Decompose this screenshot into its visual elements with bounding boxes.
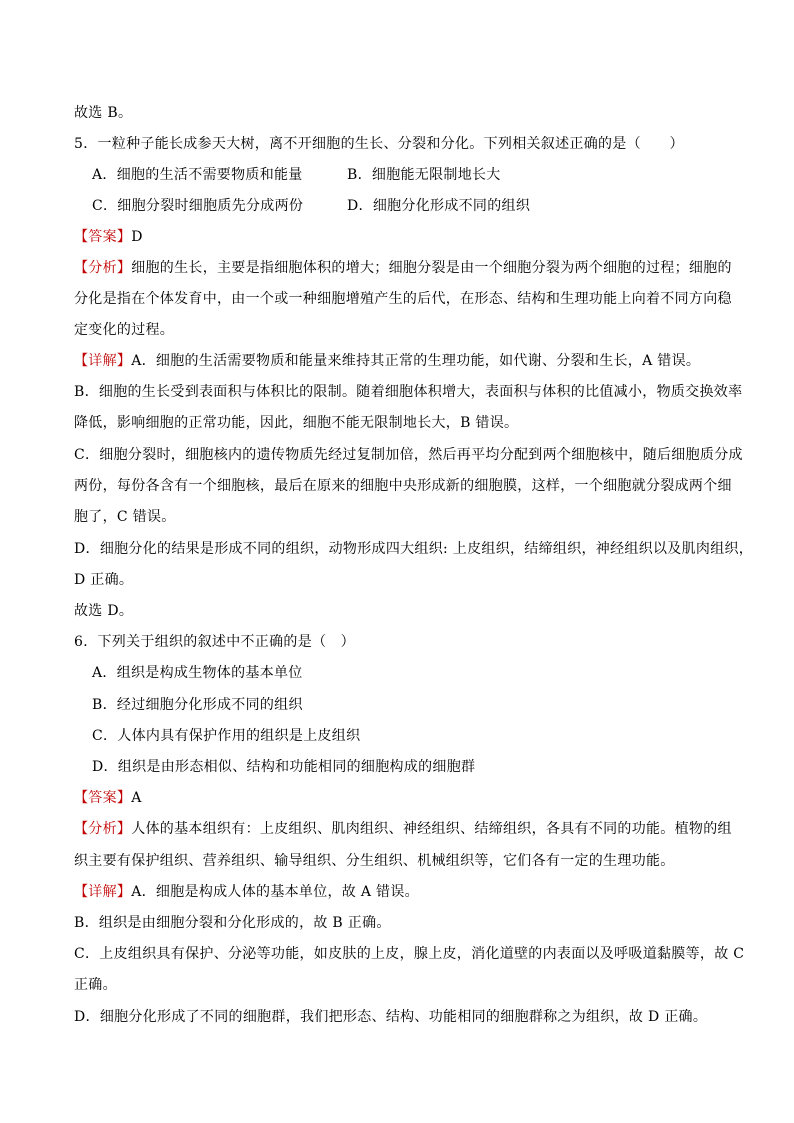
q6-option-b: B．经过细胞分化形成不同的组织 [92, 697, 303, 713]
text-line: 降低，影响细胞的正常功能，因此，细胞不能无限制地长大，B 错误。 [74, 415, 519, 431]
q6-detail: 【详解】A．细胞是构成人体的基本单位，故 A 错误。 [74, 884, 419, 900]
text-line: D 正确。 [74, 572, 134, 588]
analysis-tag: 【分析】 [74, 260, 132, 276]
q5-option-c: C．细胞分裂时细胞质先分成两份 [92, 198, 304, 214]
analysis-tag: 【分析】 [74, 821, 132, 837]
q6-option-d: D．组织是由形态相似、结构和功能相同的细胞构成的细胞群 [92, 759, 476, 775]
text-line: D．细胞分化形成了不同的细胞群，我们把形态、结构、功能相同的细胞群称之为组织，故 D 正确。 [74, 1009, 708, 1025]
text-line: 织主要有保护组织、营养组织、输导组织、分生组织、机械组织等，它们各有一定的生理功能。 [74, 853, 675, 869]
text-line: 两份，每份各含有一个细胞核，最后在原来的细胞中央形成新的细胞膜，这样，一个细胞就分裂成两个细 [74, 478, 732, 494]
q6-option-c: C．人体内具有保护作用的组织是上皮组织 [92, 728, 361, 744]
q5-detail: 【详解】A．细胞的生活需要物质和能量来维持其正常的生理功能，如代谢、分裂和生长，A 错误。 [74, 353, 701, 369]
text-line: 胞了，C 错误。 [74, 509, 176, 525]
q6-option-a: A．组织是构成生物体的基本单位 [92, 665, 303, 681]
q6-answer: 【答案】A [74, 790, 142, 806]
text-line: 故选 B。 [74, 105, 133, 121]
q5-option-b: B．细胞能无限制地长大 [347, 167, 501, 183]
q5-answer: 【答案】D [74, 229, 143, 245]
text-line: C．上皮组织具有保护、分泌等功能，如皮肤的上皮，腺上皮，消化道壁的内表面以及呼吸道黏膜等，故 C [74, 946, 745, 962]
text-line: D．细胞分化的结果是形成不同的组织，动物形成四大组织: 上皮组织，结缔组织，神经组织以及肌肉组织， [74, 541, 754, 557]
question-6: 6．下列关于组织的叙述中不正确的是（ ） [74, 634, 355, 650]
detail-tag: 【详解】 [74, 353, 132, 369]
question-5: 5．一粒种子能长成参天大树，离不开细胞的生长、分裂和分化。下列相关叙述正确的是（ ） [74, 136, 684, 152]
q6-analysis: 【分析】人体的基本组织有：上皮组织、肌肉组织、神经组织、结缔组织，各具有不同的功能。植物的组 [74, 821, 732, 837]
text-line: 定变化的过程。 [74, 322, 175, 338]
detail-tag: 【详解】 [74, 884, 132, 900]
q5-option-a: A．细胞的生活不需要物质和能量 [92, 167, 303, 183]
q5-analysis: 【分析】细胞的生长，主要是指细胞体积的增大；细胞分裂是由一个细胞分裂为两个细胞的过程；细胞的 [74, 260, 732, 276]
text-line: 分化是指在个体发育中，由一个或一种细胞增殖产生的后代，在形态、结构和生理功能上向着不同方向稳 [74, 291, 732, 307]
answer-tag: 【答案】 [74, 790, 132, 806]
answer-tag: 【答案】 [74, 229, 132, 245]
text-line: 正确。 [74, 977, 117, 993]
q5-option-d: D．细胞分化形成不同的组织 [347, 198, 531, 214]
text-line: C．细胞分裂时，细胞核内的遗传物质先经过复制加倍，然后再平均分配到两个细胞核中，随后细胞质分成 [74, 447, 743, 463]
text-line: B．细胞的生长受到表面积与体积比的限制。随着细胞体积增大，表面积与体积的比值减小，物质交换效率 [74, 384, 743, 400]
text-line: B．组织是由细胞分裂和分化形成的，故 B 正确。 [74, 915, 391, 931]
text-line: 故选 D。 [74, 603, 134, 619]
